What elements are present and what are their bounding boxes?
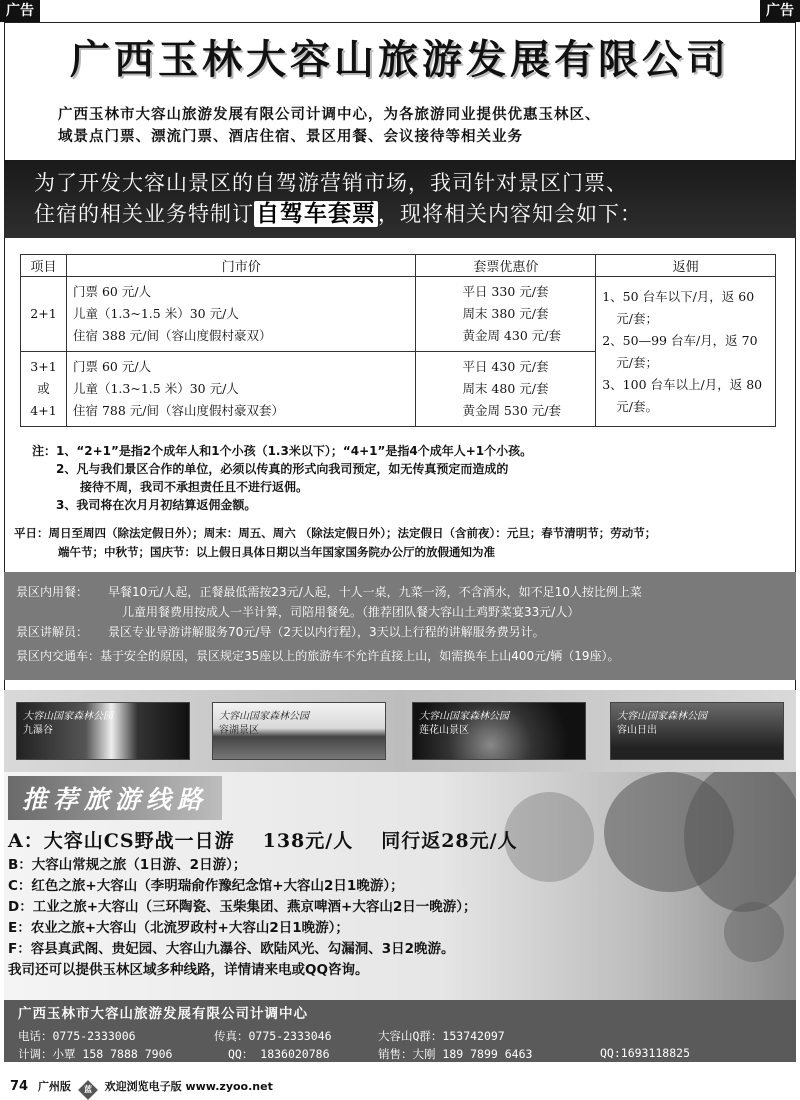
header-project: 项目 — [21, 255, 67, 277]
photo-brand: 大容山国家森林公园 — [23, 711, 113, 722]
transport-text: 基于安全的原因，景区规定35座以上的旅游车不允许直接上山，如需换车上山400元/辆（19座）。 — [100, 649, 620, 663]
meal-label: 景区内用餐： — [16, 585, 89, 599]
header-package: 套票优惠价 — [416, 255, 596, 277]
intro-line-2: 域景点门票、漂流门票、酒店住宿、景区用餐、会议接待等相关业务 — [58, 129, 523, 145]
photo-caption: 容湖景区 — [219, 725, 259, 736]
price-table — [20, 254, 776, 427]
row1-retail-room: 住宿 388 元/间（容山度假村豪双） — [72, 328, 272, 343]
tree-shape — [724, 902, 784, 962]
banner-line-2-post: ，现将相关内容知会如下： — [378, 202, 642, 226]
routes-list — [8, 855, 476, 981]
tree-shape — [684, 772, 796, 912]
route-b: B：大容山常规之旅（1日游、2日游）； — [8, 857, 247, 873]
row2-package — [416, 352, 596, 427]
photo-jiupu-valley — [16, 702, 190, 760]
refund-line-5: 3、100 台车以上/月，返 80 — [602, 376, 763, 392]
meal-text-1: 早餐10元/人起，正餐最低需按23元/人起，十人一桌，九菜一汤，不含酒水，如不足10人按比例上菜 — [108, 585, 642, 599]
footer-sales: 销售：大刚 189 7899 6463 — [378, 1047, 533, 1061]
refund-line-6: 元/套。 — [616, 398, 658, 414]
refund-line-4: 元/套； — [616, 354, 658, 370]
photo-caption: 容山日出 — [617, 725, 657, 736]
intro-line-1: 广西玉林市大容山旅游发展有限公司计调中心，为各旅游同业提供优惠玉林区、 — [58, 107, 601, 123]
row2-retail — [66, 352, 415, 427]
refund-line-3: 2、50—99 台车/月，返 70 — [602, 332, 758, 348]
route-a-rebate: 同行返28元/人 — [381, 830, 518, 852]
row2-project — [21, 352, 67, 427]
photo-brand: 大容山国家森林公园 — [219, 711, 309, 722]
transport-row — [16, 646, 786, 666]
route-c: C：红色之旅+大容山（李明瑞俞作豫纪念馆+大容山2日1晚游）； — [8, 878, 404, 894]
route-f: F：容县真武阁、贵妃园、大容山九瀑谷、欧陆风光、勾漏洞、3日2晚游。 — [8, 941, 455, 957]
notes-block — [32, 442, 532, 514]
footer-qq-1: QQ： 1836020786 — [228, 1047, 330, 1061]
footer-planner: 计调：小覃 158 7888 7906 — [18, 1047, 173, 1061]
ad-tag-left: 广告 — [0, 0, 40, 22]
row1-retail-child: 儿童（1.3~1.5 米）30 元/人 — [72, 306, 239, 321]
guide-label: 景区讲解员： — [16, 625, 89, 639]
row2-package-weekday: 平日 430 元/套 — [462, 359, 549, 374]
company-title: 广西玉林大容山旅游发展有限公司 — [70, 37, 730, 83]
logo-text: 蓝 — [83, 1085, 92, 1094]
holiday-line-2: 端午节；中秋节；国庆节：以上假日具体日期以当年国家国务院办公厅的放假通知为准 — [58, 545, 495, 559]
banner-line-2-pre: 住宿的相关业务特制订 — [34, 202, 254, 226]
photo-sunrise — [610, 702, 784, 760]
photo-caption: 莲花山景区 — [419, 725, 469, 736]
refund-cell — [596, 277, 776, 427]
banner-line-1: 为了开发大容山景区的自驾游营销市场，我司针对景区门票、 — [34, 171, 628, 195]
promo-banner — [4, 160, 796, 238]
note-1: 注：1、“2+1”是指2个成年人和1个小孩（1.3米以下）；“4+1”是指4个成年人+1个小孩。 — [32, 444, 533, 458]
slogan: 欢迎浏览电子版 — [104, 1080, 182, 1093]
row2-package-weekend: 周末 480 元/套 — [462, 381, 549, 396]
route-more: 我司还可以提供玉林区域多种线路，详情请来电或QQ咨询。 — [8, 962, 369, 978]
site-url[interactable]: www.zyoo.net — [185, 1080, 273, 1093]
publisher-logo-icon — [78, 1080, 98, 1100]
footer-title: 广西玉林市大容山旅游发展有限公司计调中心 — [18, 1006, 308, 1022]
note-3: 3、我司将在次月月初结算返佣金额。 — [56, 498, 257, 512]
price-table-header — [21, 255, 776, 277]
row1-package-weekday: 平日 330 元/套 — [462, 284, 549, 299]
header-refund: 返佣 — [596, 255, 776, 277]
note-2b: 接待不周，我司不承担责任且不进行返佣。 — [80, 480, 309, 494]
services-panel — [4, 572, 796, 680]
footer-qq-2: QQ:1693118825 — [600, 1046, 691, 1060]
table-row — [21, 277, 776, 352]
photo-ronghu-lake — [212, 702, 386, 760]
header-retail: 门市价 — [66, 255, 415, 277]
edition-label: 广州版 — [37, 1080, 71, 1093]
guide-text: 景区专业导游讲解服务70元/导（2天以内行程），3天以上行程的讲解服务费另计。 — [108, 625, 545, 639]
row1-package-weekend: 周末 380 元/套 — [462, 306, 549, 321]
page-number: 74 — [10, 1079, 29, 1094]
holiday-line-1: 平日：周日至周四（除法定假日外）；周末：周五、周六 （除法定假日外）；法定假日（含前夜）：元旦；春节清明节；劳动节； — [14, 526, 657, 540]
transport-label: 景区内交通车： — [16, 649, 101, 663]
photo-brand: 大容山国家森林公园 — [617, 711, 707, 722]
row2-retail-ticket: 门票 60 元/人 — [72, 359, 152, 374]
footer-fax: 传真：0775-2333046 — [214, 1029, 332, 1043]
photo-lianhua-mountain — [412, 702, 586, 760]
row1-retail — [66, 277, 415, 352]
footer-phone: 电话：0775-2333006 — [18, 1029, 136, 1043]
route-e: E：农业之旅+大容山（北流罗政村+大容山2日1晚游）； — [8, 920, 349, 936]
banner-line-2 — [34, 199, 796, 230]
route-a-label: A：大容山CS野战一日游 — [8, 830, 235, 852]
row2-retail-room: 住宿 788 元/间（容山度假村豪双套） — [72, 403, 285, 418]
row2-project-line-3: 4+1 — [30, 403, 57, 418]
row1-package — [416, 277, 596, 352]
meal-row — [16, 582, 786, 602]
note-2a: 2、凡与我们景区合作的单位，必须以传真的形式向我司预定，如无传真预定而造成的 — [56, 462, 509, 476]
route-a — [8, 826, 518, 853]
banner-highlight: 自驾车套票 — [256, 201, 376, 227]
intro-text — [58, 104, 758, 148]
holiday-definitions — [14, 524, 794, 562]
row2-project-line-2: 或 — [37, 381, 50, 396]
meal-text-2: 儿童用餐费用按成人一半计算，司陪用餐免。（推荐团队餐大容山土鸡野菜宴33元/人） — [122, 605, 580, 619]
row2-project-line-1: 3+1 — [30, 359, 57, 374]
row1-retail-ticket: 门票 60 元/人 — [72, 284, 152, 299]
row1-project: 2+1 — [21, 277, 67, 352]
refund-line-2: 元/套； — [616, 310, 658, 326]
photo-caption: 九瀑谷 — [23, 725, 53, 736]
route-a-price: 138元/人 — [262, 830, 354, 852]
guide-row — [16, 622, 786, 642]
ad-tag-right: 广告 — [760, 0, 800, 22]
route-d: D：工业之旅+大容山（三环陶瓷、玉柴集团、燕京啤酒+大容山2日一晚游）； — [8, 899, 477, 915]
row2-package-golden: 黄金周 530 元/套 — [462, 403, 561, 418]
page-footer — [10, 1078, 273, 1097]
footer-qq-group: 大容山Q群：153742097 — [378, 1029, 505, 1043]
row1-package-golden: 黄金周 430 元/套 — [462, 328, 561, 343]
contact-footer — [4, 1000, 796, 1062]
row2-retail-child: 儿童（1.3~1.5 米）30 元/人 — [72, 381, 239, 396]
routes-title: 推荐旅游线路 — [8, 776, 222, 820]
photo-strip — [4, 690, 796, 772]
photo-brand: 大容山国家森林公园 — [419, 711, 509, 722]
refund-line-1: 1、50 台车以下/月，返 60 — [602, 288, 755, 304]
